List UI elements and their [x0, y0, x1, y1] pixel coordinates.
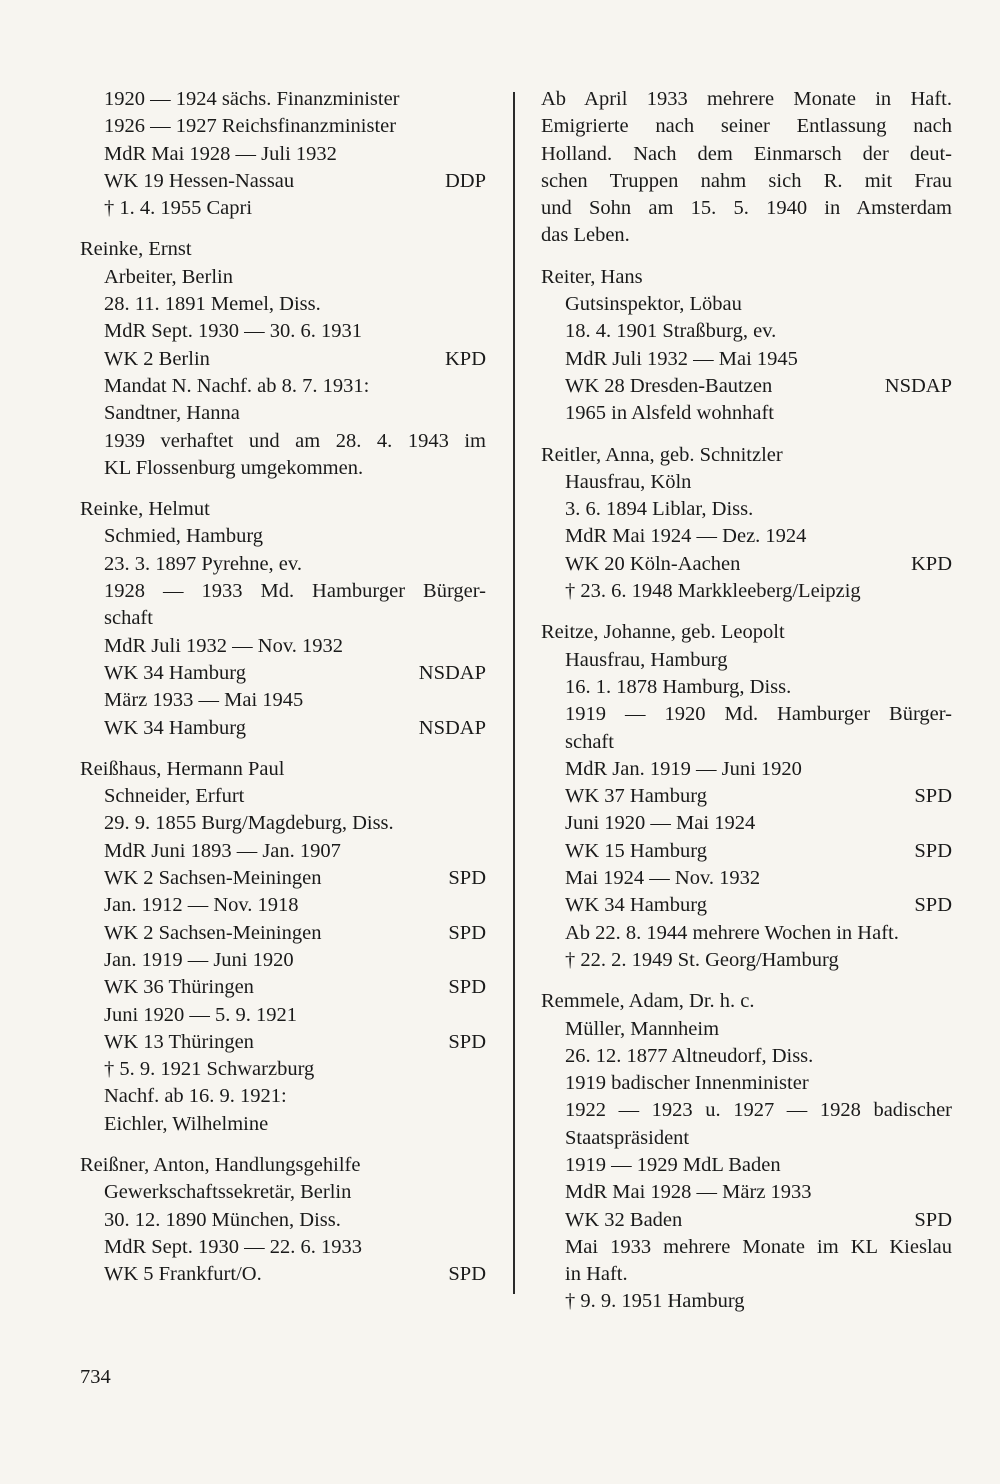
entry-line: Juni 1920 — 5. 9. 1921 — [104, 1003, 298, 1026]
continued-entry — [80, 86, 486, 222]
party-label: DDP — [444, 169, 486, 192]
entry-line: Jan. 1912 — Nov. 1918 — [104, 894, 299, 917]
party-label: KPD — [444, 347, 486, 370]
entry-line: † 5. 9. 1921 Schwarzburg — [104, 1058, 315, 1081]
district-party-line — [80, 1261, 486, 1288]
party-label: SPD — [448, 976, 486, 999]
biography-entry — [541, 988, 952, 1316]
district-party-line — [80, 660, 486, 687]
entry-line: MdR Juli 1932 — Nov. 1932 — [104, 634, 343, 657]
entry-line: MdR Jan. 1919 — Juni 1920 — [565, 757, 802, 780]
entry-name: Reitze, Johanne, geb. Leopolt — [541, 621, 785, 644]
entry-line: 30. 12. 1890 München, Diss. — [104, 1208, 341, 1231]
entry-line: MdR Mai 1928 — März 1933 — [565, 1181, 812, 1204]
party-label: NSDAP — [418, 661, 486, 684]
party-label: SPD — [448, 1030, 486, 1053]
district-party-line — [541, 892, 952, 919]
entry-line: Staatspräsident — [565, 1126, 690, 1149]
electoral-district: WK 36 Thüringen — [104, 976, 254, 999]
entry-line: schaft — [104, 607, 153, 630]
entry-line: 28. 11. 1891 Memel, Diss. — [104, 293, 321, 316]
entry-line: März 1933 — Mai 1945 — [104, 689, 304, 712]
district-party-line — [541, 838, 952, 865]
page-number: 734 — [80, 1366, 111, 1388]
entry-line: Schneider, Erfurt — [104, 785, 245, 808]
party-label: SPD — [914, 1208, 952, 1231]
entry-line: Arbeiter, Berlin — [104, 265, 233, 288]
entry-line: Schmied, Hamburg — [104, 525, 264, 548]
electoral-district: WK 37 Hamburg — [565, 785, 707, 808]
biography-entry — [541, 264, 952, 428]
party-label: SPD — [914, 839, 952, 862]
entry-line: MdR Sept. 1930 — 22. 6. 1933 — [104, 1235, 362, 1258]
entry-line: 16. 1. 1878 Hamburg, Diss. — [565, 675, 792, 698]
entry-line: KL Flossenburg umgekommen. — [104, 456, 364, 479]
electoral-district: WK 15 Hamburg — [565, 839, 707, 862]
entry-line: 18. 4. 1901 Straßburg, ev. — [565, 320, 777, 343]
entry-line: 1919 — 1929 MdL Baden — [565, 1153, 781, 1176]
entry-line: † 9. 9. 1951 Hamburg — [565, 1290, 745, 1313]
entry-line: Ab 22. 8. 1944 mehrere Wochen in Haft. — [565, 921, 899, 944]
electoral-district: WK 34 Hamburg — [104, 716, 246, 739]
entry-line: MdR Mai 1928 — Juli 1932 — [104, 142, 337, 165]
entry-line: 1920 — 1924 sächs. Finanzminister — [104, 88, 400, 110]
district-party-line — [541, 1207, 952, 1234]
electoral-district: WK 19 Hessen-Nassau — [104, 169, 295, 192]
entry-line: MdR Sept. 1930 — 30. 6. 1931 — [104, 320, 362, 343]
entry-line: Mai 1924 — Nov. 1932 — [565, 867, 761, 890]
entry-line: † 22. 2. 1949 St. Georg/Hamburg — [565, 948, 839, 971]
entry-line: 1928 — 1933 Md. Hamburger Bürger- — [104, 580, 486, 603]
district-party-line — [541, 783, 952, 810]
entry-name: Reitler, Anna, geb. Schnitzler — [541, 443, 783, 466]
entry-line: 26. 12. 1877 Altneudorf, Diss. — [565, 1044, 814, 1067]
entry-line: 1922 — 1923 u. 1927 — 1928 badischer — [565, 1099, 952, 1122]
party-label: KPD — [910, 552, 952, 575]
party-label: NSDAP — [418, 716, 486, 739]
entry-line: Eichler, Wilhelmine — [104, 1112, 269, 1135]
entry-line: MdR Mai 1924 — Dez. 1924 — [565, 525, 807, 548]
party-label: SPD — [448, 1263, 486, 1286]
entry-line: Sandtner, Hanna — [104, 402, 240, 425]
party-label: SPD — [448, 867, 486, 890]
entry-line: schaft — [565, 730, 614, 753]
column-divider — [513, 92, 515, 1294]
entry-line: MdR Juli 1932 — Mai 1945 — [565, 347, 798, 370]
entry-line: in Haft. — [565, 1263, 628, 1286]
electoral-district: WK 13 Thüringen — [104, 1030, 254, 1053]
entry-line: Nachf. ab 16. 9. 1921: — [104, 1085, 287, 1108]
biography-entry — [80, 496, 486, 742]
entry-name: Remmele, Adam, Dr. h. c. — [541, 990, 755, 1013]
entry-line: 1919 — 1920 Md. Hamburger Bürger- — [565, 703, 952, 726]
entry-line: Hausfrau, Köln — [565, 470, 692, 493]
electoral-district: WK 28 Dresden-Bautzen — [565, 374, 773, 397]
district-party-line — [541, 373, 952, 400]
entry-line: Holland. Nach dem Einmarsch der deut- — [541, 142, 952, 165]
electoral-district: WK 5 Frankfurt/O. — [104, 1263, 262, 1286]
entry-name: Reiter, Hans — [541, 265, 643, 288]
electoral-district: WK 2 Berlin — [104, 347, 210, 370]
electoral-district: WK 34 Hamburg — [565, 894, 707, 917]
district-party-line — [80, 346, 486, 373]
biography-entry — [541, 442, 952, 606]
entry-line: schen Truppen nahm sich R. mit Frau — [541, 169, 952, 192]
district-party-line — [80, 715, 486, 742]
biography-entry — [80, 236, 486, 482]
continued-entry — [541, 86, 952, 250]
entry-name: Reinke, Helmut — [80, 498, 210, 521]
entry-line: 23. 3. 1897 Pyrehne, ev. — [104, 552, 302, 575]
entry-line: Mandat N. Nachf. ab 8. 7. 1931: — [104, 374, 370, 397]
entry-line: MdR Juni 1893 — Jan. 1907 — [104, 839, 341, 862]
entry-line: 1965 in Alsfeld wohnhaft — [565, 402, 774, 425]
district-party-line — [80, 1029, 486, 1056]
entry-line: 1926 — 1927 Reichsfinanzminister — [104, 115, 397, 138]
district-party-line — [80, 974, 486, 1001]
entry-line: das Leben. — [541, 224, 630, 247]
district-party-line — [80, 168, 486, 195]
entry-line: Gutsinspektor, Löbau — [565, 293, 742, 316]
entry-line: Jan. 1919 — Juni 1920 — [104, 948, 294, 971]
entry-line: Emigrierte nach seiner Entlassung nach — [541, 115, 952, 138]
party-label: SPD — [448, 921, 486, 944]
electoral-district: WK 32 Baden — [565, 1208, 683, 1231]
entry-line: Juni 1920 — Mai 1924 — [565, 812, 756, 835]
district-party-line — [80, 920, 486, 947]
biography-entry — [80, 1152, 486, 1288]
entry-line: 29. 9. 1855 Burg/Magdeburg, Diss. — [104, 812, 394, 835]
entry-line: Hausfrau, Hamburg — [565, 648, 728, 671]
electoral-district: WK 2 Sachsen-Meiningen — [104, 867, 322, 890]
biography-entry — [541, 619, 952, 974]
electoral-district: WK 34 Hamburg — [104, 661, 246, 684]
entry-line: 1919 badischer Innenminister — [565, 1072, 809, 1095]
entry-name: Reißhaus, Hermann Paul — [80, 757, 285, 780]
entry-name: Reißner, Anton, Handlungsgehilfe — [80, 1153, 361, 1176]
district-party-line — [80, 865, 486, 892]
entry-line: 1939 verhaftet und am 28. 4. 1943 im — [104, 429, 486, 452]
district-party-line — [541, 551, 952, 578]
entry-name: Reinke, Ernst — [80, 238, 192, 261]
entry-line: † 1. 4. 1955 Capri — [104, 197, 253, 220]
entry-line: Gewerkschaftssekretär, Berlin — [104, 1181, 352, 1204]
entry-line: 3. 6. 1894 Liblar, Diss. — [565, 498, 754, 521]
entry-line: † 23. 6. 1948 Markkleeberg/Leipzig — [565, 580, 861, 603]
entry-line: Mai 1933 mehrere Monate im KL Kieslau — [565, 1235, 952, 1258]
electoral-district: WK 2 Sachsen-Meiningen — [104, 921, 322, 944]
entry-line: Müller, Mannheim — [565, 1017, 720, 1040]
right-column — [541, 86, 952, 1330]
left-column — [80, 86, 486, 1302]
biography-entry — [80, 756, 486, 1138]
party-label: SPD — [914, 894, 952, 917]
entry-line: und Sohn am 15. 5. 1940 in Amsterdam — [541, 197, 952, 220]
electoral-district: WK 20 Köln-Aachen — [565, 552, 741, 575]
party-label: SPD — [914, 785, 952, 808]
party-label: NSDAP — [884, 374, 952, 397]
entry-line: Ab April 1933 mehrere Monate in Haft. — [541, 88, 952, 110]
